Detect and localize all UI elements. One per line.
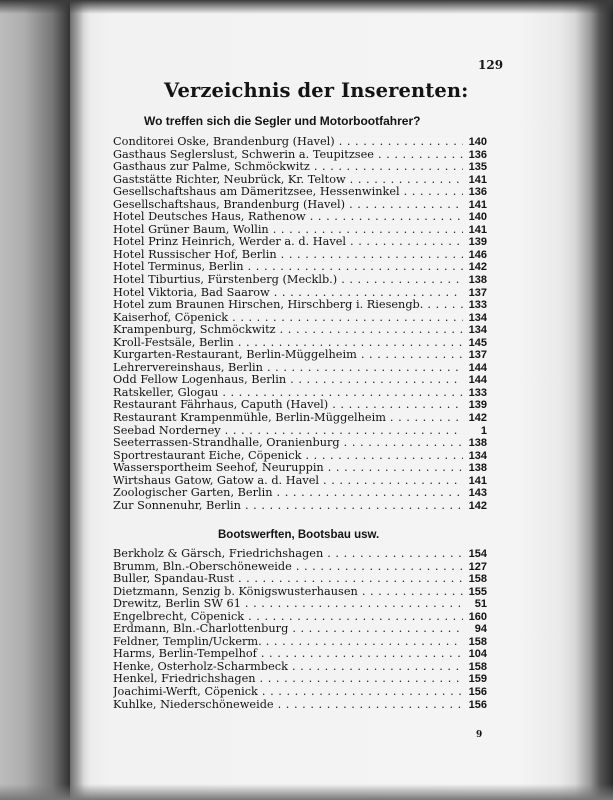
entry-leader [113,699,463,712]
page-reference: 134 [468,449,487,462]
index-entry [113,623,487,636]
entry-leader [113,623,463,636]
entry-leader [113,661,463,674]
entry-leader [113,149,463,162]
advertiser-name: Zur Sonnenuhr, Berlin [113,499,241,512]
advertiser-list-boatyards [113,548,487,711]
index-entry [113,399,487,412]
entry-leader [113,161,463,174]
advertiser-name: Feldner, Templin/Uckerm. [113,635,262,648]
entry-leader [113,648,463,661]
entry-leader [113,462,463,475]
page-reference: 145 [468,336,487,349]
page-reference: 158 [468,573,487,586]
index-entry [113,686,487,699]
advertiser-name: Kroll-Festsäle, Berlin [113,336,234,349]
entry-leader [113,450,463,463]
index-entry [113,374,487,387]
entry-leader [113,598,463,611]
advertiser-name: Gasthaus Seglerslust, Schwerin a. Teupitzsee [113,148,374,161]
advertiser-name: Ratskeller, Glogau [113,386,219,399]
page-reference: 142 [468,412,487,425]
index-entry [113,174,487,187]
advertiser-name: Seebad Norderney [113,424,221,437]
advertiser-name: Restaurant Krampenmühle, Berlin-Müggelheim [113,412,386,425]
advertiser-name: Buller, Spandau-Rust [113,573,234,586]
advertiser-name: Zoologischer Garten, Berlin [113,487,273,500]
page-reference: 140 [468,211,487,224]
index-entry [113,337,487,350]
entry-leader [113,136,463,149]
page-reference: 156 [468,686,487,699]
index-entry [113,500,487,513]
advertiser-name: Hotel zum Braunen Hirschen, Hirschberg i. Riesengb. [113,299,424,312]
entry-leader [113,174,463,187]
index-entry [113,312,487,325]
page-reference: 144 [468,361,487,374]
facing-page-edge [0,0,70,800]
index-entry [113,199,487,212]
page-reference: 144 [468,374,487,387]
entry-leader [113,299,463,312]
page-reference: 135 [468,161,487,174]
advertiser-name: Hotel Prinz Heinrich, Werder a. d. Havel [113,236,347,249]
entry-leader [113,412,463,425]
top-shadow [0,0,613,14]
index-entry [113,487,487,500]
advertiser-name: Gaststätte Richter, Neubrück, Kr. Teltow [113,173,346,186]
entry-leader [113,561,463,574]
entry-leader [113,312,463,325]
entry-leader [113,337,463,350]
entry-leader [113,287,463,300]
advertiser-name: Sportrestaurant Eiche, Cöpenick [113,449,302,462]
entry-leader [113,211,463,224]
entry-leader [113,374,463,387]
advertiser-name: Harms, Berlin-Tempelhof [113,648,257,661]
entry-leader [113,573,463,586]
entry-leader [113,611,463,624]
advertiser-name: Hotel Viktoria, Bad Saarow [113,286,270,299]
entry-leader [113,249,463,262]
entry-leader [113,224,463,237]
index-entry [113,573,487,586]
page-reference: 141 [468,223,487,236]
entry-leader [113,475,463,488]
signature-mark: 9 [476,730,483,740]
index-entry [113,299,487,312]
entry-leader [113,586,463,599]
page-reference: 142 [468,261,487,274]
index-entry [113,224,487,237]
index-entry [113,561,487,574]
entry-leader [113,399,463,412]
page-reference: 154 [468,548,487,560]
entry-leader [113,673,463,686]
index-entry [113,425,487,438]
index-entry [113,586,487,599]
page-title: Verzeichnis der Inserenten: [164,79,469,102]
index-entry [113,548,487,561]
page-reference: 136 [468,148,487,161]
index-entry [113,661,487,674]
page-reference: 133 [468,299,487,312]
advertiser-list-restaurants [113,136,487,512]
page-reference: 138 [468,274,487,287]
advertiser-name: Dietzmann, Senzig b. Königswusterhausen [113,585,358,598]
advertiser-name: Henke, Osterholz-Scharmbeck [113,660,288,673]
advertiser-name: Berkholz & Gärsch, Friedrichshagen [113,548,324,560]
advertiser-name: Wirtshaus Gatow, Gatow a. d. Havel [113,474,320,487]
advertiser-name: Krampenburg, Schmöckwitz [113,324,276,337]
advertiser-name: Hotel Russischer Hof, Berlin [113,248,277,261]
page-reference: 138 [468,462,487,475]
entry-leader [113,274,463,287]
advertiser-name: Engelbrecht, Cöpenick [113,610,245,623]
page-reference: 156 [468,698,487,711]
entry-leader [113,261,463,274]
page-number: 129 [478,58,504,72]
index-entry [113,412,487,425]
advertiser-name: Gesellschaftshaus, Brandenburg (Havel) [113,198,346,211]
index-entry [113,673,487,686]
advertiser-name: Hotel Grüner Baum, Wollin [113,223,269,236]
advertiser-name: Restaurant Fährhaus, Caputh (Havel) [113,399,329,412]
bottom-shadow [0,784,613,800]
page-reference: 146 [468,248,487,261]
entry-leader [113,387,463,400]
entry-leader [113,362,463,375]
page-reference: 139 [468,236,487,249]
page-reference: 127 [468,560,487,573]
entry-leader [113,349,463,362]
index-entry [113,136,487,149]
index-entry [113,611,487,624]
page-reference: 141 [468,198,487,211]
page-reference: 138 [468,437,487,450]
index-entry [113,324,487,337]
advertiser-name: Erdmann, Bln.-Charlottenburg [113,623,289,636]
entry-leader [113,487,463,500]
entry-leader [113,236,463,249]
index-entry [113,362,487,375]
index-entry [113,236,487,249]
index-entry [113,274,487,287]
entry-leader [113,636,463,649]
page-reference: 94 [474,623,487,636]
page-reference: 158 [468,660,487,673]
page-reference: 134 [468,311,487,324]
entry-leader [113,199,463,212]
entry-leader [113,437,463,450]
advertiser-name: Seeterrassen-Strandhalle, Oranienburg [113,437,340,450]
index-entry [113,598,487,611]
advertiser-name: Lehrervereinshaus, Berlin [113,361,263,374]
advertiser-name: Conditorei Oske, Brandenburg (Havel) [113,136,335,148]
page-reference: 160 [468,610,487,623]
index-entry [113,450,487,463]
page-reference: 51 [474,598,487,611]
page-reference: 141 [468,474,487,487]
advertiser-name: Odd Fellow Logenhaus, Berlin [113,374,287,387]
index-entry [113,437,487,450]
page-reference: 133 [468,386,487,399]
advertiser-name: Gasthaus zur Palme, Schmöckwitz [113,161,310,174]
advertiser-name: Gesellschaftshaus am Dämeritzsee, Hessenwinkel [113,186,400,199]
entry-leader [113,186,463,199]
page-reference: 139 [468,399,487,412]
advertiser-name: Kaiserhof, Cöpenick [113,311,229,324]
index-entry [113,636,487,649]
advertiser-name: Kuhlke, Niederschöneweide [113,698,274,711]
page-reference: 140 [468,136,487,148]
index-entry [113,648,487,661]
advertiser-name: Hotel Deutsches Haus, Rathenow [113,211,306,224]
page-reference: 158 [468,635,487,648]
index-entry [113,462,487,475]
page-reference: 136 [468,186,487,199]
index-entry [113,261,487,274]
index-entry [113,149,487,162]
index-entry [113,161,487,174]
page-reference: 137 [468,286,487,299]
section-heading-boatyards: Bootswerften, Bootsbau usw. [218,529,380,541]
index-entry [113,287,487,300]
advertiser-name: Wassersportheim Seehof, Neuruppin [113,462,324,475]
page-reference: 159 [468,673,487,686]
advertiser-name: Hotel Terminus, Berlin [113,261,244,274]
page-reference: 137 [468,349,487,362]
advertiser-name: Joachimi-Werft, Cöpenick [113,686,258,699]
entry-leader [113,500,463,513]
index-entry [113,475,487,488]
index-entry [113,699,487,712]
advertiser-name: Brumm, Bln.-Oberschöneweide [113,560,292,573]
advertiser-name: Hotel Tiburtius, Fürstenberg (Mecklb.) [113,274,338,287]
section-heading-restaurants: Wo treffen sich die Segler und Motorbootfahrer? [144,114,421,128]
index-entry [113,387,487,400]
advertiser-name: Drewitz, Berlin SW 61 [113,598,241,611]
index-entry [113,349,487,362]
entry-leader [113,425,463,438]
page-reference: 134 [468,324,487,337]
advertiser-name: Henkel, Friedrichshagen [113,673,256,686]
page-reference: 104 [468,648,487,661]
entry-leader [113,686,463,699]
page-reference: 1 [480,424,487,437]
index-entry [113,249,487,262]
index-entry [113,186,487,199]
page-reference: 155 [468,585,487,598]
advertiser-name: Kurgarten-Restaurant, Berlin-Müggelheim [113,349,357,362]
index-entry [113,211,487,224]
entry-leader [113,324,463,337]
page-reference: 142 [468,499,487,512]
page-reference: 141 [468,173,487,186]
page-reference: 143 [468,487,487,500]
entry-leader [113,548,463,561]
